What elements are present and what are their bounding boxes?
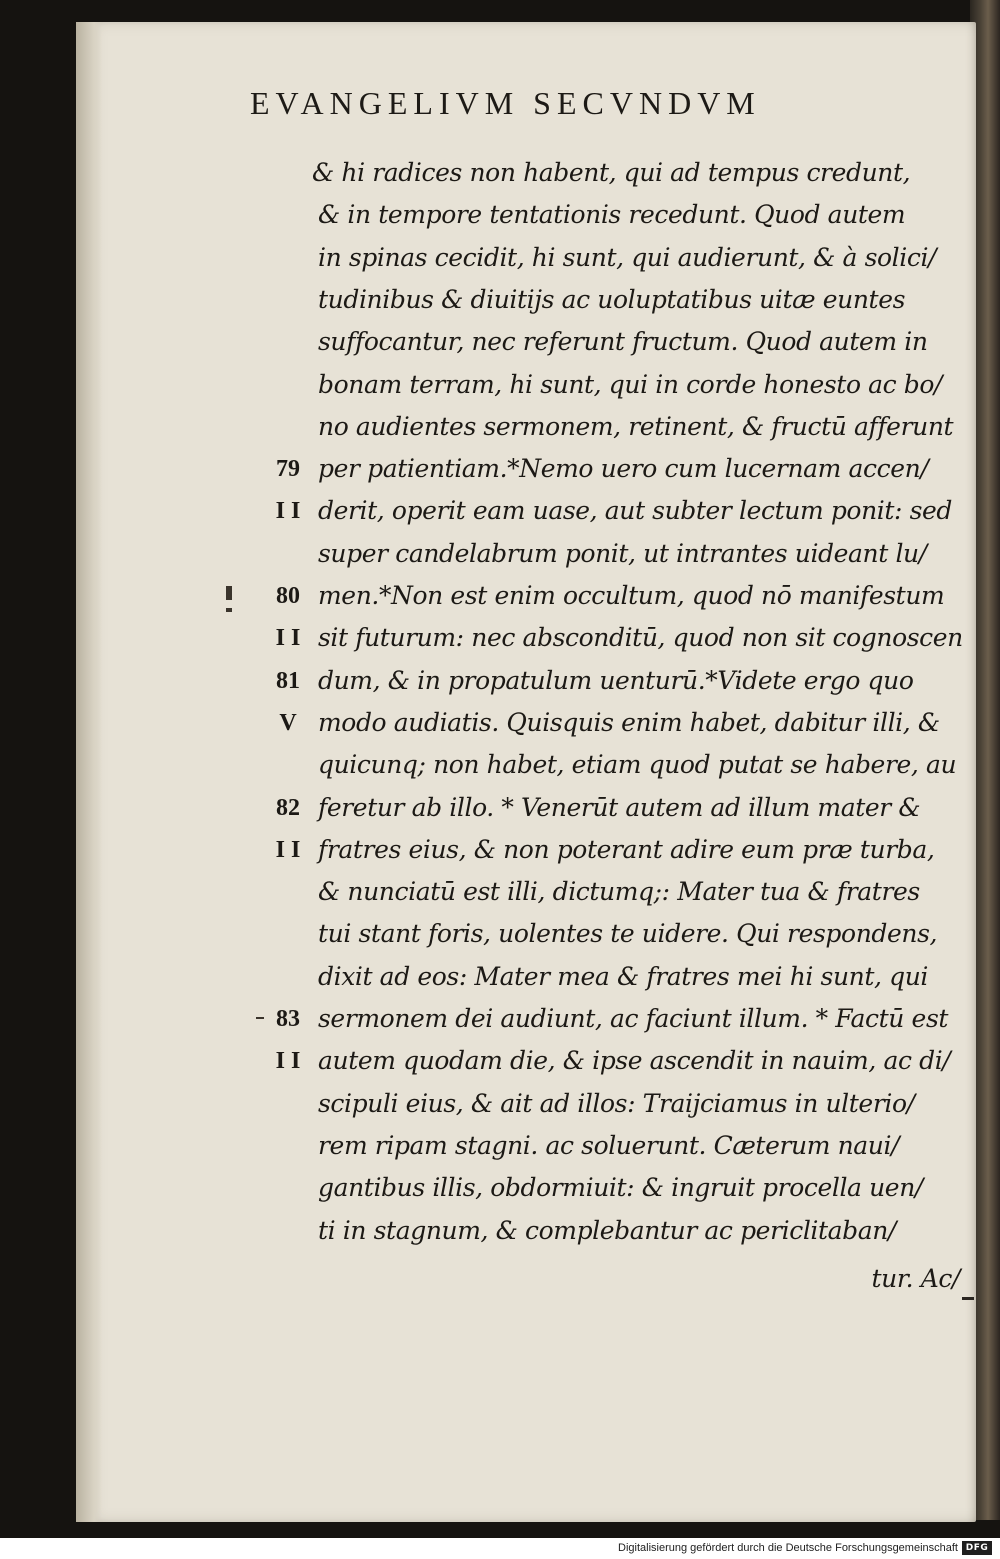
margin-mark bbox=[226, 586, 232, 600]
text-line: & in tempore tentationis recedunt. Quod autem bbox=[318, 200, 906, 229]
text-line: suffocantur, nec referunt fructum. Quod autem in bbox=[318, 327, 928, 356]
text-line: quicunq; non habet, etiam quod putat se habere, au bbox=[318, 750, 957, 779]
text-line: men.*Non est enim occultum, quod nō manifestum bbox=[318, 581, 945, 610]
margin-note: 83 bbox=[276, 1006, 300, 1032]
text-line: per patientiam.*Nemo uero cum lucernam accen/ bbox=[318, 454, 929, 483]
margin-mark bbox=[256, 1017, 264, 1019]
margin-note: 81 bbox=[276, 668, 300, 694]
margin-note: I I bbox=[275, 1048, 301, 1074]
text-line: rem ripam stagni. ac soluerunt. Cæterum naui/ bbox=[318, 1131, 900, 1160]
text-line: scipuli eius, & ait ad illos: Traijciamus in ulterio/ bbox=[318, 1089, 915, 1118]
text-line: tui stant foris, uolentes te uidere. Qui respondens, bbox=[318, 919, 938, 948]
catchword: tur. Ac/ bbox=[871, 1264, 960, 1293]
text-line: gantibus illis, obdormiuit: & ingruit procella uen/ bbox=[318, 1173, 923, 1202]
margin-mark bbox=[226, 608, 232, 612]
text-line: in spinas cecidit, hi sunt, qui audierunt, & à solici/ bbox=[318, 243, 937, 272]
text-line: sermonem dei audiunt, ac faciunt illum. * Factū est bbox=[318, 1004, 949, 1033]
digitization-footer bbox=[0, 1538, 1000, 1559]
margin-note: I I bbox=[275, 625, 301, 651]
margin-note: I I bbox=[275, 498, 301, 524]
text-line: feretur ab illo. * Venerūt autem ad illum mater & bbox=[318, 793, 921, 822]
text-line: super candelabrum ponit, ut intrantes uideant lu/ bbox=[318, 539, 927, 568]
footer-credit: Digitalisierung gefördert durch die Deutsche Forschungsgemeinschaft bbox=[618, 1542, 958, 1554]
margin-note: I I bbox=[275, 837, 301, 863]
text-line: & nunciatū est illi, dictumq;: Mater tua & fratres bbox=[318, 877, 920, 906]
text-line: derit, operit eam uase, aut subter lectum ponit: sed bbox=[318, 496, 953, 525]
text-line: fratres eius, & non poterant adire eum præ turba, bbox=[318, 835, 935, 864]
text-line: sit futurum: nec absconditū, quod non sit cognoscen bbox=[318, 623, 963, 652]
text-line: bonam terram, hi sunt, qui in corde honesto ac bo/ bbox=[318, 370, 943, 399]
margin-note: 79 bbox=[276, 456, 300, 482]
margin-note: 82 bbox=[276, 795, 300, 821]
text-line: autem quodam die, & ipse ascendit in nauim, ac di/ bbox=[318, 1046, 951, 1075]
page-binding-shadow bbox=[76, 22, 102, 1522]
catchword-mark bbox=[962, 1297, 974, 1300]
margin-note: V bbox=[279, 710, 297, 736]
text-line: modo audiatis. Quisquis enim habet, dabitur illi, & bbox=[318, 708, 940, 737]
running-head: EVANGELIVM SECVNDVM bbox=[250, 85, 761, 121]
text-line: dum, & in propatulum uenturū.*Videte ergo quo bbox=[318, 666, 914, 695]
dfg-logo: DFG bbox=[962, 1541, 992, 1555]
text-line: no audientes sermonem, retinent, & fructū afferunt bbox=[318, 412, 954, 441]
text-line: & hi radices non habent, qui ad tempus credunt, bbox=[312, 158, 911, 187]
text-line: tudinibus & diuitijs ac uoluptatibus uitæ euntes bbox=[318, 285, 906, 314]
text-line: ti in stagnum, & complebantur ac periclitaban/ bbox=[318, 1216, 896, 1245]
margin-note: 80 bbox=[276, 583, 300, 609]
text-line: dixit ad eos: Mater mea & fratres mei hi sunt, qui bbox=[318, 962, 929, 991]
